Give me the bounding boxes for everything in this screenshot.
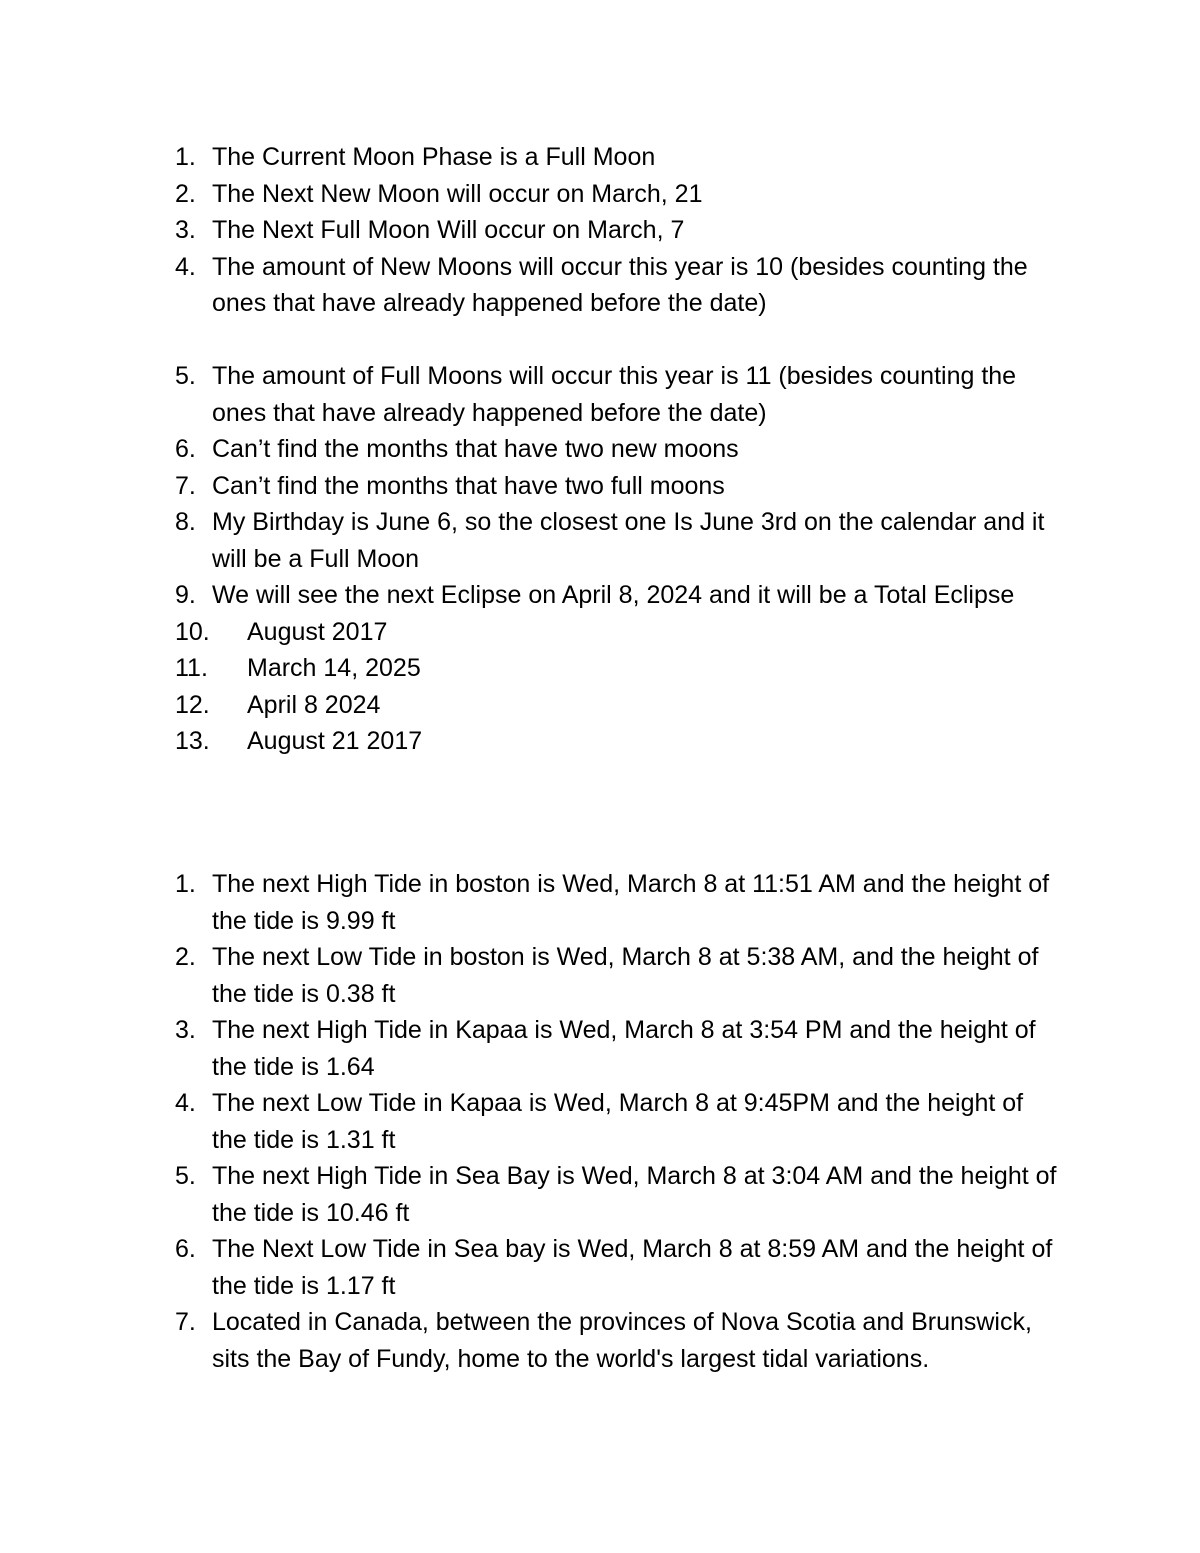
item-number: 1. bbox=[175, 143, 196, 171]
list-item bbox=[0, 687, 1062, 724]
item-text: Located in Canada, between the provinces of Nova Scotia and Brunswick, sits the Bay of Fundy, home to the world's largest tidal variations. bbox=[212, 1308, 1032, 1373]
list-item bbox=[0, 1085, 1062, 1158]
item-text: The Current Moon Phase is a Full Moon bbox=[212, 143, 656, 171]
item-number: 5. bbox=[175, 362, 196, 390]
item-text: The next Low Tide in Kapaa is Wed, March 8 at 9:45PM and the height of the tide is 1.31 ft bbox=[212, 1089, 1024, 1154]
item-text: My Birthday is June 6, so the closest one Is June 3rd on the calendar and it will be a Full Moon bbox=[212, 508, 1045, 573]
list-item bbox=[0, 431, 1062, 468]
item-number: 8. bbox=[175, 508, 196, 536]
list-item bbox=[0, 504, 1062, 577]
list-item bbox=[0, 577, 1062, 614]
item-text: We will see the next Eclipse on April 8, 2024 and it will be a Total Eclipse bbox=[212, 581, 1015, 609]
item-number: 12. bbox=[175, 690, 210, 719]
item-text: The next High Tide in Sea Bay is Wed, March 8 at 3:04 AM and the height of the tide is 10.46 ft bbox=[212, 1162, 1057, 1227]
item-text: Can’t find the months that have two new moons bbox=[212, 435, 739, 463]
list-item bbox=[0, 1304, 1062, 1377]
list-item bbox=[0, 939, 1062, 1012]
item-text: The Next Full Moon Will occur on March, 7 bbox=[212, 216, 685, 244]
tide-list bbox=[0, 866, 1062, 1377]
item-number: 7. bbox=[175, 471, 196, 500]
list-item bbox=[0, 1231, 1062, 1304]
item-number: 5. bbox=[175, 1162, 196, 1190]
item-text: The next High Tide in Kapaa is Wed, March 8 at 3:54 PM and the height of the tide is 1.64 bbox=[212, 1016, 1036, 1081]
moon-phase-list bbox=[0, 139, 1062, 760]
item-number: 1. bbox=[175, 870, 196, 898]
item-text: The amount of New Moons will occur this year is 10 (besides counting the ones that have already happened before the date) bbox=[212, 252, 1028, 317]
item-number: 10. bbox=[175, 617, 210, 646]
list-item bbox=[0, 723, 1062, 760]
list-item bbox=[0, 358, 1062, 431]
item-number: 3. bbox=[175, 1016, 196, 1044]
item-text: April 8 2024 bbox=[247, 690, 381, 719]
item-text: August 2017 bbox=[247, 617, 388, 646]
list-item bbox=[0, 614, 1062, 651]
list-item bbox=[0, 866, 1062, 939]
list-item bbox=[0, 139, 1062, 176]
item-text: Can’t find the months that have two full moons bbox=[212, 471, 725, 500]
item-text: The next Low Tide in boston is Wed, March 8 at 5:38 AM, and the height of the tide is 0.38 ft bbox=[212, 943, 1039, 1008]
item-number: 7. bbox=[175, 1308, 196, 1336]
item-text: The Next New Moon will occur on March, 21 bbox=[212, 179, 703, 208]
list-item bbox=[0, 1158, 1062, 1231]
item-number: 4. bbox=[175, 1089, 196, 1117]
item-text: March 14, 2025 bbox=[247, 654, 421, 682]
list-item bbox=[0, 1012, 1062, 1085]
item-number: 4. bbox=[175, 252, 196, 281]
item-number: 2. bbox=[175, 943, 196, 971]
item-text: The amount of Full Moons will occur this year is 11 (besides counting the ones that have already happened before the date) bbox=[212, 362, 1017, 427]
list-item bbox=[0, 176, 1062, 213]
item-number: 6. bbox=[175, 1235, 196, 1263]
list-item bbox=[0, 468, 1062, 505]
item-number: 13. bbox=[175, 727, 210, 755]
item-number: 11. bbox=[175, 654, 208, 682]
list-item bbox=[0, 650, 1062, 687]
item-text: August 21 2017 bbox=[247, 727, 423, 755]
item-number: 3. bbox=[175, 216, 196, 244]
item-number: 6. bbox=[175, 435, 196, 463]
item-number: 9. bbox=[175, 581, 196, 609]
list-item bbox=[0, 249, 1062, 322]
item-text: The Next Low Tide in Sea bay is Wed, March 8 at 8:59 AM and the height of the tide is 1.17 ft bbox=[212, 1235, 1053, 1300]
list-item bbox=[0, 212, 1062, 249]
item-text: The next High Tide in boston is Wed, March 8 at 11:51 AM and the height of the tide is 9.99 ft bbox=[212, 870, 1050, 935]
item-number: 2. bbox=[175, 179, 196, 208]
